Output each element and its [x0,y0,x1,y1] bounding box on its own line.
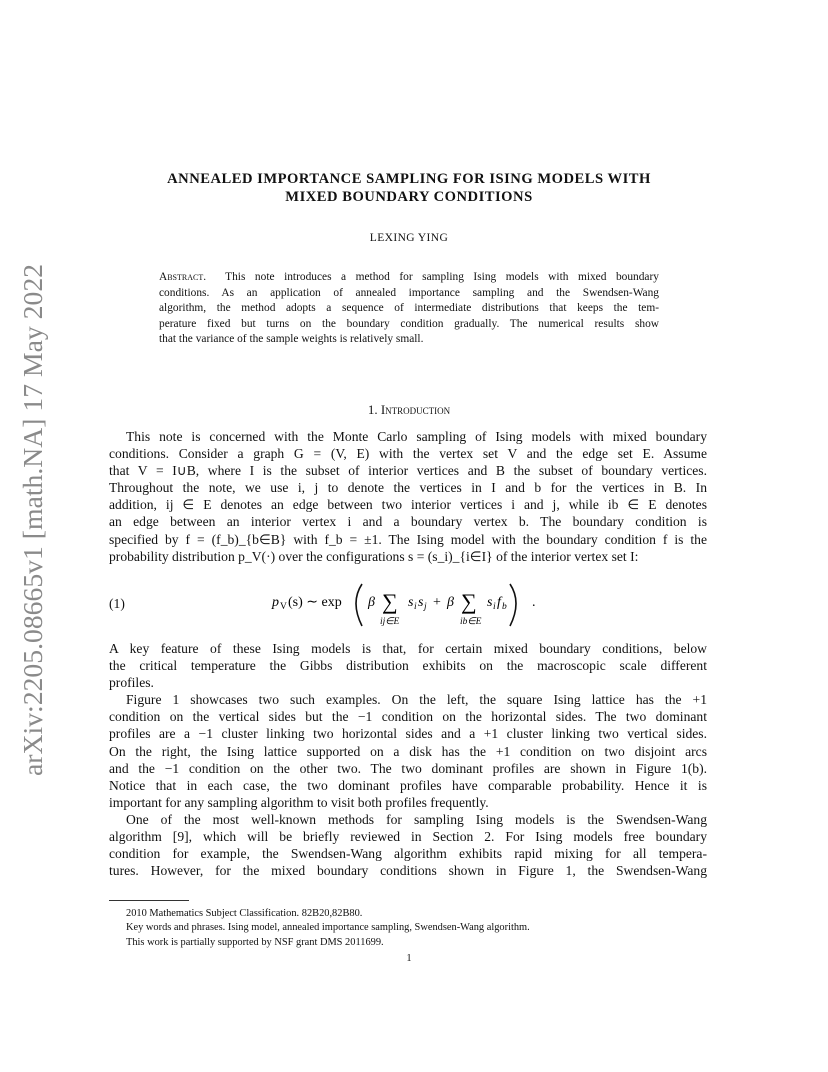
body-line: algorithm [9], which will be briefly reviewed in Section 2. For Ising models free boundary [109,829,707,845]
abstract-line: algorithm, the method adopts a sequence of intermediate distributions that keeps the tem- [159,302,659,315]
body-line: specified by f = (f_b)_{b∈B} with f_b = ±1. The Ising model with the boundary condition f is the [109,531,707,547]
body-line: A key feature of these Ising models is that, for certain mixed boundary conditions, below [109,641,707,656]
body-line: addition, ij ∈ E denotes an edge between two interior vertices i and j, while ib ∈ E denotes [109,497,707,513]
body-line: One of the most well-known methods for sampling Ising models is the Swendsen-Wang [126,811,707,827]
section-number: 1. [367,402,378,417]
eq-plus: + [433,595,441,610]
left-paren [356,584,362,626]
body-line: Notice that in each case, the two dominant profiles have comparable probability. Hence it is [109,777,707,793]
sum-2-subscript: ib∈E [460,617,482,627]
body-line: condition on the vertical sides but the −1 condition on the horizontal sides. The two dominant [109,709,707,725]
abstract-line: perature fixed but turns on the boundary condition gradually. The numerical results show [159,317,659,330]
footnotes [126,907,706,950]
footnote-rule [109,900,189,901]
abstract-label: Abstract. [159,271,207,283]
footnote-funding: This work is partially supported by NSF grant DMS 2011699. [126,936,384,948]
equation-1 [270,578,570,630]
footnote-msc: 2010 Mathematics Subject Classification. 82B20,82B80. [126,908,363,919]
paper-title-line-1: ANNEALED IMPORTANCE SAMPLING FOR ISING MODELS WITH [167,171,651,187]
paper-title-line-2: MIXED BOUNDARY CONDITIONS [285,189,533,205]
eq-term2-s: s [487,595,493,610]
beta-2: β [447,595,454,610]
body-line: profiles. [109,675,154,691]
eq-lhs-sub: V [280,602,287,612]
abstract-line: that the variance of the sample weights is relatively small. [159,333,424,346]
body-line: important for any sampling algorithm to visit both profiles frequently. [109,794,489,810]
svg-text:s: s [418,595,424,610]
abstract-line: Abstract. This note introduces a method for sampling Ising models with mixed boundary [159,271,659,283]
sum-sign-2: ∑ [461,589,477,614]
eq-term1-s: s [408,595,414,610]
svg-text:i: i [414,602,417,612]
paragraph-body [109,640,707,879]
body-line: Figure 1 showcases two such examples. On the left, the square Ising lattice has the +1 [126,692,707,708]
section-title: Introduction [380,402,451,417]
page-number: 1 [406,953,412,964]
eq-lhs-arg: (s) ∼ exp [288,595,342,610]
svg-text:j: j [424,602,427,612]
svg-text:b: b [502,602,507,612]
eq-lhs: p [272,595,279,610]
abstract [159,270,659,348]
svg-text:i: i [493,602,496,612]
paragraph-intro [109,428,707,565]
equation-number: (1) [109,596,125,611]
svg-text:f: f [497,595,501,610]
body-line: an edge between an interior vertex i and a boundary vertex b. The boundary condition is [109,514,707,530]
body-line: On the right, the Ising lattice supported on a disk has the +1 condition on two disjoint arcs [109,743,707,759]
body-line: This note is concerned with the Monte Carlo sampling of Ising models with mixed boundary [126,429,707,444]
sum-1-subscript: ij∈E [380,617,400,627]
body-line: condition for example, the Swendsen-Wang algorithm exhibits rapid mixing for all tempera- [109,846,707,862]
beta-1: β [368,595,375,610]
body-line: profiles are a −1 cluster linking two horizontal sides and a +1 cluster linking two vertical sides. [109,726,707,742]
body-line: tures. However, for the mixed boundary conditions shown in Figure 1, the Swendsen-Wang [109,863,707,879]
body-line: Throughout the note, we use i, j to denote the vertices in I and b for the vertices in B. In [109,480,707,496]
body-line: the critical temperature the Gibbs distribution exhibits on the macroscopic scale different [109,658,707,674]
sum-sign-1: ∑ [382,589,398,614]
abstract-line: conditions. As an application of annealed importance sampling and the Swendsen-Wang [159,286,659,299]
arxiv-id-text: arXiv:2205.08665v1 [math.NA] 17 May 2022 [18,276,48,776]
body-line: conditions. Consider a graph G = (V, E) with the vertex set V and the edge set E. Assume [109,446,707,462]
right-paren [510,584,516,626]
footnote-keywords: Key words and phrases. Ising model, annealed importance sampling, Swendsen-Wang algorithm. [126,922,530,934]
body-line: probability distribution p_V(·) over the configurations s = (s_i)_{i∈I} of the interior vertex set I: [109,548,639,564]
body-line: that V = I∪B, where I is the subset of interior vertices and B the subset of boundary vertices. [109,463,707,479]
body-line: and the −1 condition on the other two. The two dominant profiles are shown in Figure 1(b). [109,760,707,776]
section-heading [110,402,708,418]
author-name: LEXING YING [369,232,449,244]
arxiv-sidebar-stamp [12,262,52,778]
eq-end: . [532,595,536,610]
